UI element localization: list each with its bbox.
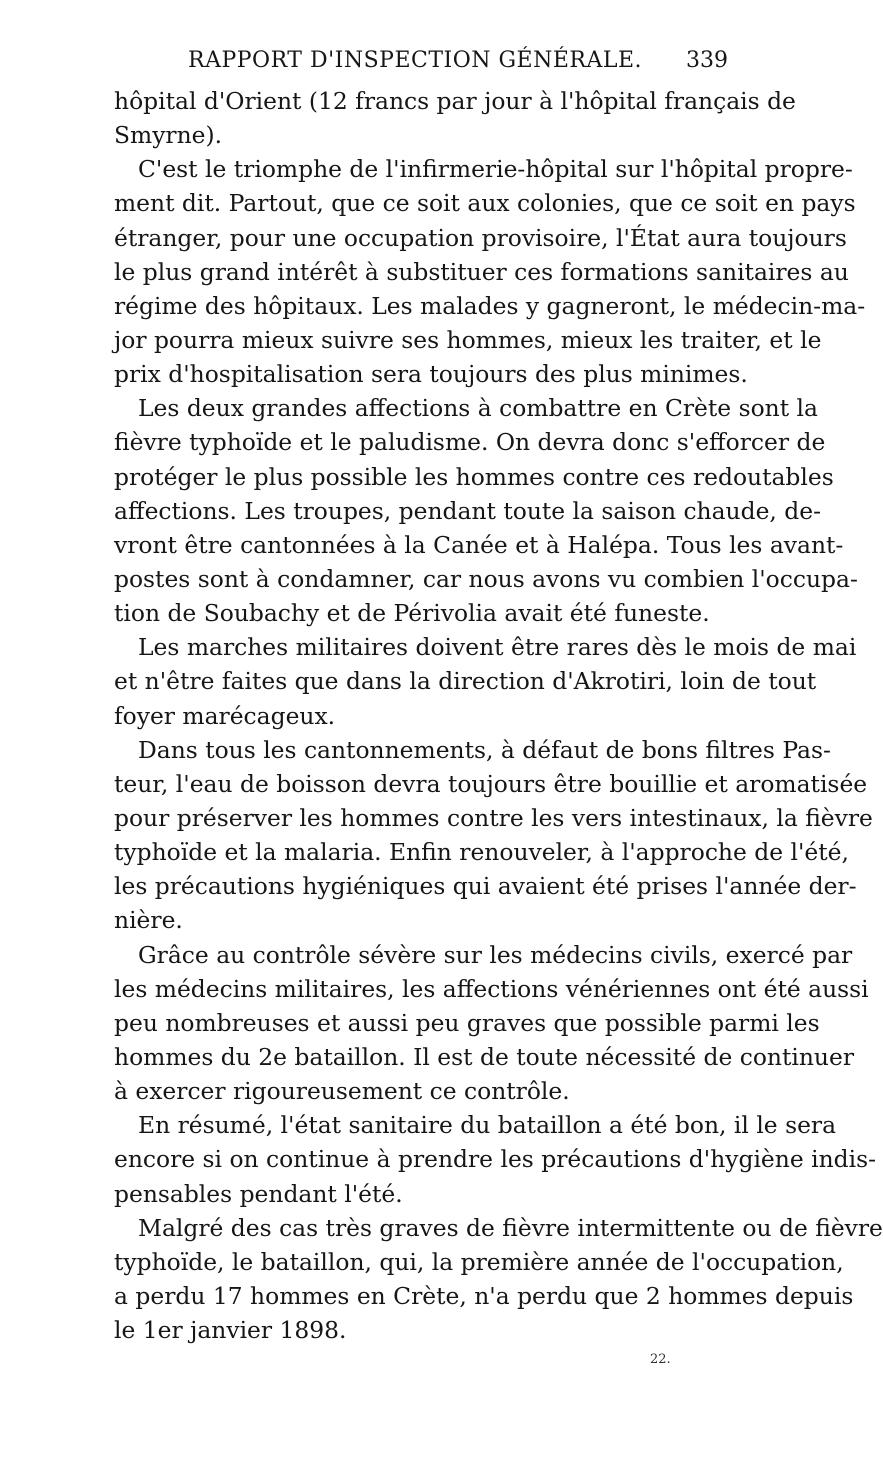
text-line: typhoïde et la malaria. Enfin renouveler, à l'approche de l'été, [114,838,849,867]
text-line: protéger le plus possible les hommes contre ces redoutables [114,462,834,491]
text-line: peu nombreuses et aussi peu graves que possible parmi les [114,1008,820,1037]
text-line: ment dit. Partout, que ce soit aux colonies, que ce soit en pays [114,189,856,218]
text-line: Les deux grandes affections à combattre en Crète sont la [138,394,818,423]
text-line: les précautions hygiéniques qui avaient été prises l'année der- [114,872,857,901]
text-line: à exercer rigoureusement ce contrôle. [114,1077,570,1106]
text-line: tion de Soubachy et de Périvolia avait été funeste. [114,599,710,628]
text-line: et n'être faites que dans la direction d'Akrotiri, loin de tout [114,667,817,696]
page-number: 339 [686,48,728,73]
text-line: Smyrne). [114,121,223,150]
text-line: pensables pendant l'été. [114,1179,403,1208]
text-line: a perdu 17 hommes en Crète, n'a perdu que 2 hommes depuis [114,1281,854,1310]
running-title: RAPPORT D'INSPECTION GÉNÉRALE. [188,48,643,73]
text-line: le plus grand intérêt à substituer ces formations sanitaires au [114,257,849,286]
text-line: le 1er janvier 1898. [114,1316,347,1345]
text-line: C'est le triomphe de l'infirmerie-hôpital sur l'hôpital propre- [138,155,853,184]
text-line: Dans tous les cantonnements, à défaut de bons filtres Pas- [138,735,831,764]
text-line: typhoïde, le bataillon, qui, la première année de l'occupation, [114,1247,844,1276]
text-line: Les marches militaires doivent être rares dès le mois de mai [138,633,857,662]
text-line: encore si on continue à prendre les précautions d'hygiène indis- [114,1145,877,1174]
body-text [114,84,883,1347]
text-line: vront être cantonnées à la Canée et à Halépa. Tous les avant- [114,530,844,559]
text-line: Malgré des cas très graves de fièvre intermittente ou de fièvre [138,1213,883,1242]
page-header [0,42,800,82]
text-line: jor pourra mieux suivre ses hommes, mieux les traiter, et le [114,325,822,354]
text-line: régime des hôpitaux. Les malades y gagneront, le médecin-ma- [114,291,866,320]
text-line: les médecins militaires, les affections vénériennes ont été aussi [114,974,869,1003]
text-line: Grâce au contrôle sévère sur les médecins civils, exercé par [138,940,853,969]
text-line: nière. [114,906,183,935]
text-line: étranger, pour une occupation provisoire, l'État aura toujours [114,223,847,252]
text-line: postes sont à condamner, car nous avons vu combien l'occupa- [114,564,858,593]
text-line: foyer marécageux. [114,701,336,730]
text-line: teur, l'eau de boisson devra toujours être bouillie et aromatisée [114,769,868,798]
text-line: En résumé, l'état sanitaire du bataillon a été bon, il le sera [138,1111,837,1140]
text-line: fièvre typhoïde et le paludisme. On devra donc s'efforcer de [114,428,826,457]
text-line: affections. Les troupes, pendant toute la saison chaude, de- [114,496,822,525]
text-line: hôpital d'Orient (12 francs par jour à l'hôpital français de [114,87,796,115]
text-line: pour préserver les hommes contre les vers intestinaux, la fièvre [114,803,873,832]
signature-mark: 22. [650,1352,671,1367]
text-line: hommes du 2e bataillon. Il est de toute nécessité de continuer [114,1042,855,1071]
text-line: prix d'hospitalisation sera toujours des plus minimes. [114,360,748,389]
